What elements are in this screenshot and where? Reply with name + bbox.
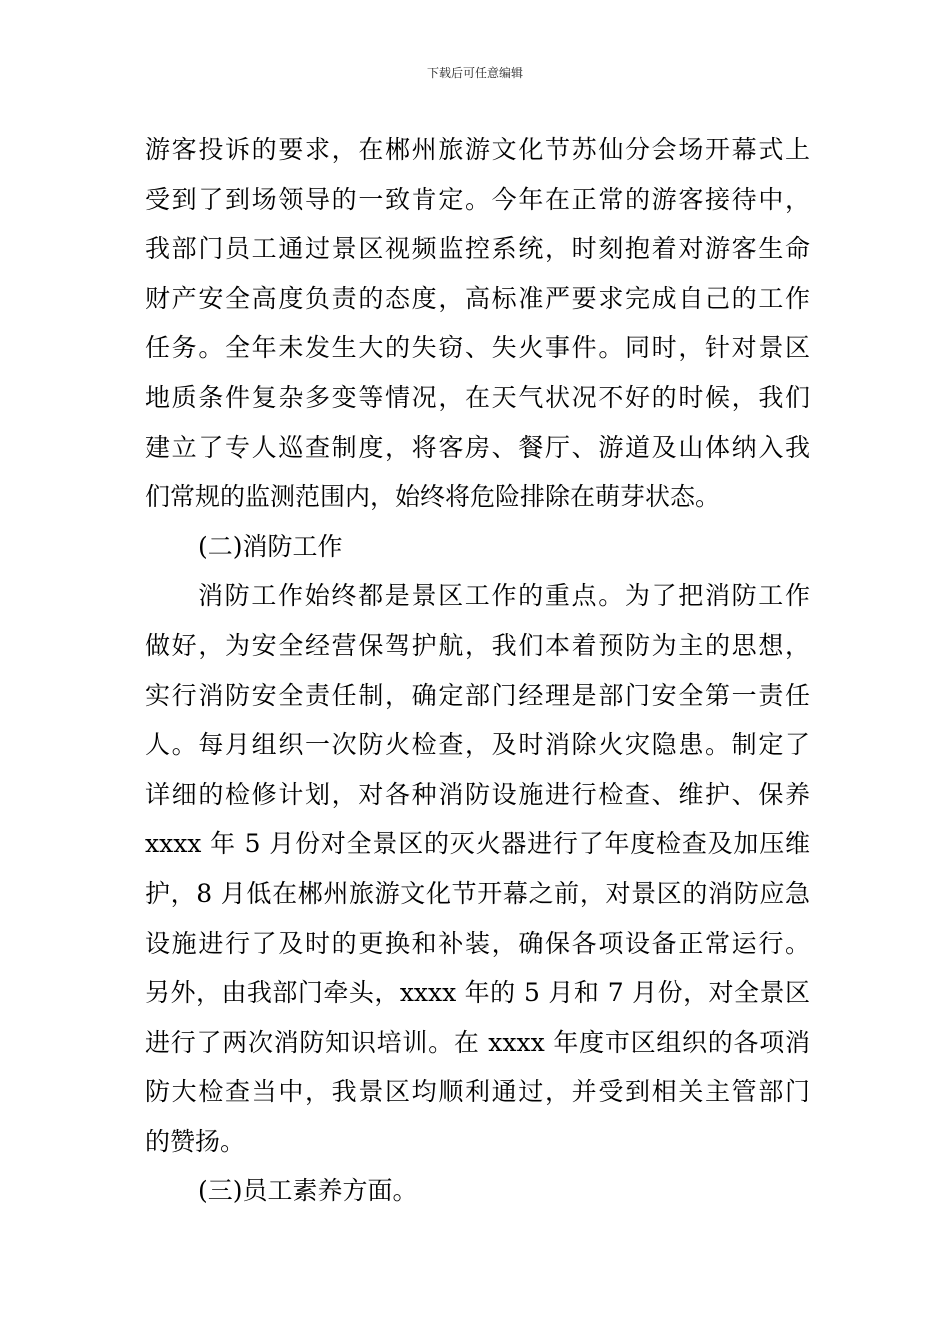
section-heading-staff-quality: (三)员工素养方面。 (198, 1176, 418, 1206)
body-line: 消防工作始终都是景区工作的重点。为了把消防工作 (198, 581, 810, 611)
body-line: 建立了专人巡查制度，将客房、餐厅、游道及山体纳入我 (145, 432, 810, 462)
document-body (145, 125, 810, 1216)
section-heading-fire-safety: (二)消防工作 (198, 531, 343, 561)
body-line: 我部门员工通过景区视频监控系统，时刻抱着对游客生命 (145, 234, 810, 264)
body-line: 防大检查当中，我景区均顺利通过，并受到相关主管部门 (145, 1077, 810, 1107)
body-line: 实行消防安全责任制，确定部门经理是部门安全第一责任 (145, 680, 810, 710)
body-line: 详细的检修计划，对各种消防设施进行检查、维护、保养 (145, 779, 810, 809)
body-line: 人。每月组织一次防火检查，及时消除火灾隐患。制定了 (145, 730, 810, 760)
body-line: 护，8 月低在郴州旅游文化节开幕之前，对景区的消防应急 (145, 878, 810, 908)
body-line: 受到了到场领导的一致肯定。今年在正常的游客接待中， (145, 184, 810, 214)
body-line: 进行了两次消防知识培训。在 xxxx 年度市区组织的各项消 (145, 1027, 810, 1057)
body-line: 的赞扬。 (145, 1126, 246, 1156)
body-line: 地质条件复杂多变等情况，在天气状况不好的时候，我们 (145, 382, 810, 412)
body-line: 游客投诉的要求，在郴州旅游文化节苏仙分会场开幕式上 (145, 135, 810, 164)
body-line: 们常规的监测范围内，始终将危险排除在萌芽状态。 (145, 482, 721, 512)
page-header-note: 下载后可任意编辑 (426, 66, 523, 80)
body-line: 做好，为安全经营保驾护航，我们本着预防为主的思想， (145, 630, 810, 660)
body-line: 设施进行了及时的更换和补装，确保各项设备正常运行。 (145, 928, 810, 958)
body-line: xxxx 年 5 月份对全景区的灭火器进行了年度检查及加压维 (145, 829, 810, 859)
body-line: 财产安全高度负责的态度，高标准严要求完成自己的工作 (145, 283, 810, 313)
body-line: 另外，由我部门牵头，xxxx 年的 5 月和 7 月份，对全景区 (145, 978, 810, 1008)
body-line: 任务。全年未发生大的失窃、失火事件。同时，针对景区 (145, 333, 810, 363)
